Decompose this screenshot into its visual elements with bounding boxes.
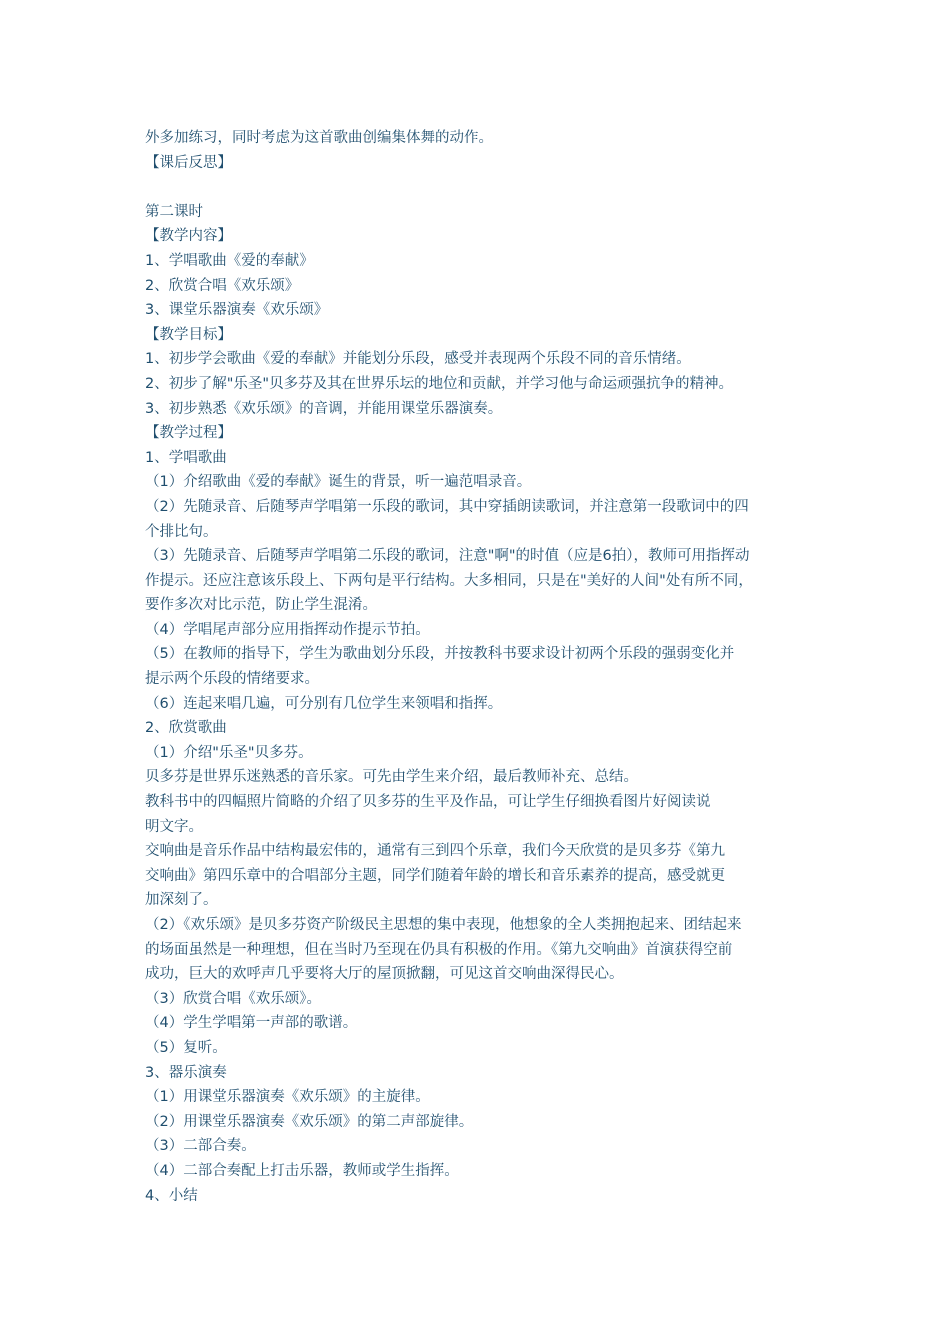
text-line: 个排比句。	[145, 523, 218, 540]
text-line: 1、学唱歌曲《爱的奉献》	[145, 252, 314, 269]
text-line: 2、欣赏合唱《欢乐颂》	[145, 277, 300, 294]
text-line: （3）先随录音、后随琴声学唱第二乐段的歌词，注意"啊"的时值（应是6拍），教师可用指挥动	[145, 548, 750, 565]
text-line: （5）复听。	[145, 1039, 227, 1056]
text-line: 3、初步熟悉《欢乐颂》的音调，并能用课堂乐器演奏。	[145, 400, 503, 417]
text-line: （6）连起来唱几遍，可分别有几位学生来领唱和指挥。	[145, 695, 503, 712]
text-line: 2、欣赏歌曲	[145, 720, 227, 737]
text-line: 贝多芬是世界乐迷熟悉的音乐家。可先由学生来介绍，最后教师补充、总结。	[145, 769, 638, 786]
text-line: 1、学唱歌曲	[145, 449, 227, 466]
text-line: 4、小结	[145, 1187, 198, 1204]
text-line: 教科书中的四幅照片简略的介绍了贝多芬的生平及作品，可让学生仔细换看图片好阅读说	[145, 794, 711, 811]
text-line: 【教学内容】	[145, 228, 232, 245]
text-line: 明文字。	[145, 818, 203, 835]
text-line: （1）用课堂乐器演奏《欢乐颂》的主旋律。	[145, 1089, 430, 1106]
text-line: 【课后反思】	[145, 154, 232, 171]
blank-line	[145, 175, 815, 200]
text-line: （2）用课堂乐器演奏《欢乐颂》的第二声部旋律。	[145, 1113, 474, 1130]
text-line: （4）二部合奏配上打击乐器，教师或学生指挥。	[145, 1162, 459, 1179]
text-line: 加深刻了。	[145, 892, 218, 909]
text-line: （3）二部合奏。	[145, 1138, 256, 1155]
text-line: 【教学目标】	[145, 326, 232, 343]
text-line: 2、初步了解"乐圣"贝多芬及其在世界乐坛的地位和贡献，并学习他与命运顽强抗争的精神。	[145, 375, 734, 392]
text-line: （5）在教师的指导下，学生为歌曲划分乐段，并按教科书要求设计初两个乐段的强弱变化并	[145, 646, 735, 663]
text-line: 要作多次对比示范，防止学生混淆。	[145, 597, 377, 614]
text-line: 交响曲是音乐作品中结构最宏伟的，通常有三到四个乐章，我们今天欣赏的是贝多芬《第九	[145, 843, 725, 860]
text-line: 成功，巨大的欢呼声几乎要将大厅的屋顶掀翻，可见这首交响曲深得民心。	[145, 966, 624, 983]
text-line: 1、初步学会歌曲《爱的奉献》并能划分乐段，感受并表现两个乐段不同的音乐情绪。	[145, 351, 691, 368]
document-body	[145, 126, 815, 1208]
text-line: （4）学生学唱第一声部的歌谱。	[145, 1015, 358, 1032]
text-line: （4）学唱尾声部分应用指挥动作提示节拍。	[145, 621, 430, 638]
text-line: 【教学过程】	[145, 425, 232, 442]
text-line: 提示两个乐段的情绪要求。	[145, 671, 319, 688]
text-line: （1）介绍歌曲《爱的奉献》诞生的背景，听一遍范唱录音。	[145, 474, 532, 491]
text-line: （3）欣赏合唱《欢乐颂》。	[145, 990, 321, 1007]
text-line: 交响曲》第四乐章中的合唱部分主题，同学们随着年龄的增长和音乐素养的提高，感受就更	[145, 867, 725, 884]
text-line: 的场面虽然是一种理想，但在当时乃至现在仍具有积极的作用。《第九交响曲》首演获得空前	[145, 941, 733, 958]
text-line: 第二课时	[145, 203, 203, 220]
text-line: （2）《欢乐颂》是贝多芬资产阶级民主思想的集中表现，他想象的全人类拥抱起来、团结起来	[145, 917, 742, 933]
text-line: 外多加练习，同时考虑为这首歌曲创编集体舞的动作。	[145, 130, 493, 146]
text-line: 3、器乐演奏	[145, 1064, 227, 1081]
text-line: 3、课堂乐器演奏《欢乐颂》	[145, 302, 329, 319]
text-line: （1）介绍"乐圣"贝多芬。	[145, 744, 313, 761]
text-line: 作提示。还应注意该乐段上、下两句是平行结构。大多相同，只是在"美好的人间"处有所不同，	[145, 572, 753, 589]
text-line: （2）先随录音、后随琴声学唱第一乐段的歌词，其中穿插朗读歌词，并注意第一段歌词中的四	[145, 498, 749, 515]
